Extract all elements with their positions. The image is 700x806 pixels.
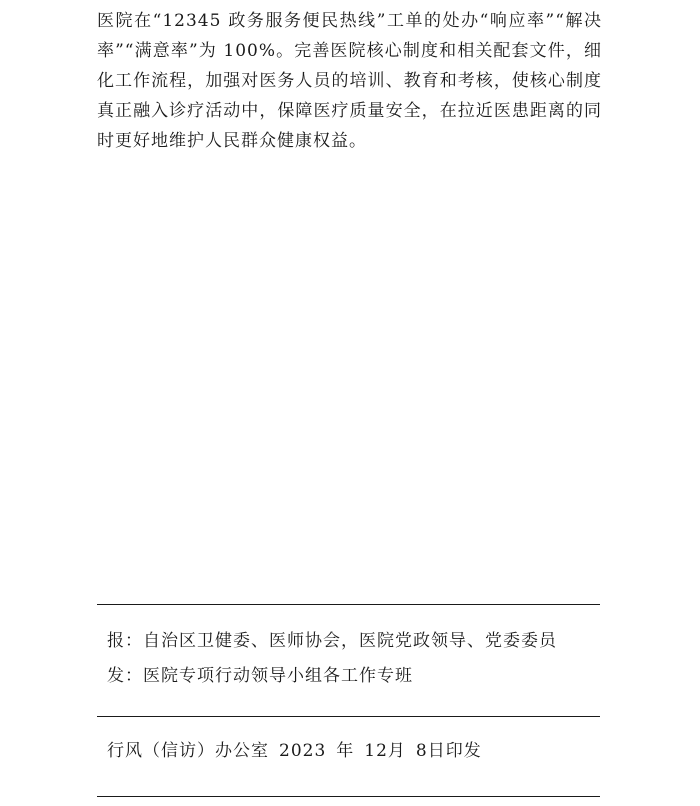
divider-middle [97,716,600,717]
report-label: 报： [107,631,143,651]
issue-month: 12 [364,741,388,761]
issuance-line [107,739,482,763]
body-paragraph-text: 医院在“12345 政务服务便民热线”工单的处办“响应率”“解决率”“满意率”为 100%。完善医院核心制度和相关配套文件，细化工作流程，加强对医务人员的培训、教育和考核，使核心制度真正融入诊疗活动中，保障医疗质量安全，在拉近医患距离的同时更好地维护人民群众健康权益。 [97,11,602,151]
body-paragraph [97,6,602,156]
report-to-line [107,629,557,653]
issue-month-unit: 月 [387,741,406,761]
issue-suffix: 日印发 [427,741,482,761]
issue-year: 2023 [279,741,327,761]
send-label: 发： [107,666,143,686]
send-recipients: 医院专项行动领导小组各工作专班 [143,666,413,686]
issue-day: 8 [415,741,428,761]
divider-top [97,604,600,605]
report-recipients: 自治区卫健委、医师协会，医院党政领导、党委委员 [143,631,557,651]
send-to-line [107,664,413,688]
issuing-office: 行风（信访）办公室 [107,741,269,761]
divider-bottom [97,796,600,797]
issue-year-unit: 年 [336,741,355,761]
